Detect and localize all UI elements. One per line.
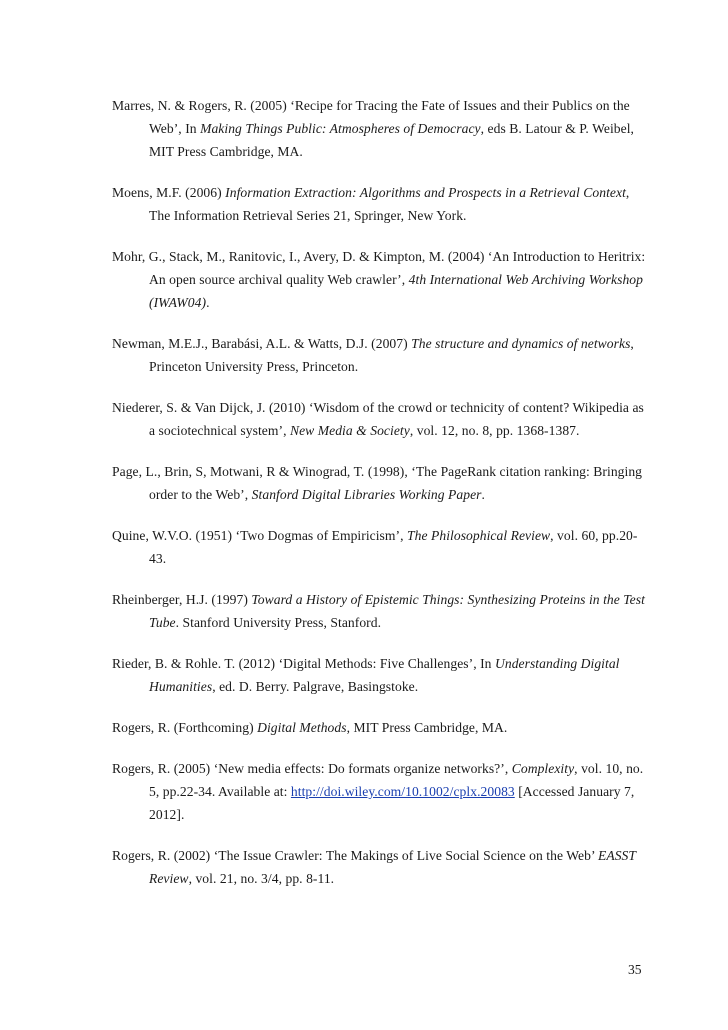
reference-text: Rieder, B. & Rohle. T. (2012) ‘Digital Methods: Five Challenges’, In bbox=[112, 656, 495, 671]
reference-entry bbox=[112, 181, 652, 227]
reference-text: , vol. 21, no. 3/4, pp. 8-11. bbox=[188, 871, 335, 886]
reference-title: Stanford Digital Libraries Working Paper bbox=[251, 487, 482, 502]
reference-title: Making Things Public: Atmospheres of Democracy bbox=[200, 121, 481, 136]
reference-title: The Philosophical Review bbox=[407, 528, 551, 543]
reference-entry bbox=[112, 524, 652, 570]
reference-entry bbox=[112, 332, 652, 378]
reference-entry bbox=[112, 588, 652, 634]
reference-title: Information Extraction: Algorithms and Prospects in a Retrieval Context bbox=[225, 185, 626, 200]
reference-text: Rogers, R. (2005) ‘New media effects: Do formats organize networks?’, bbox=[112, 761, 512, 776]
reference-entry bbox=[112, 460, 652, 506]
reference-title: Understanding Digital Humanities bbox=[149, 656, 620, 694]
reference-text: Rogers, R. (2002) ‘The Issue Crawler: The Makings of Live Social Science on the Web’ bbox=[112, 848, 598, 863]
reference-text: Page, L., Brin, S, Motwani, R & Winograd, T. (1998), ‘The PageRank citation ranking: Bringing order to the Web’, bbox=[112, 464, 643, 502]
reference-text: Rogers, R. (Forthcoming) bbox=[112, 720, 258, 735]
reference-text: Rheinberger, H.J. (1997) bbox=[112, 592, 252, 607]
reference-title: Digital Methods bbox=[257, 720, 347, 735]
reference-text: , ed. D. Berry. Palgrave, Basingstoke. bbox=[212, 679, 419, 694]
reference-title: The structure and dynamics of networks bbox=[411, 336, 631, 351]
reference-text: , MIT Press Cambridge, MA. bbox=[346, 720, 508, 735]
reference-text: , The Information Retrieval Series 21, Springer, New York. bbox=[149, 185, 630, 223]
reference-text: , eds B. Latour & P. Weibel, MIT Press Cambridge, MA. bbox=[149, 121, 634, 159]
reference-title: Toward a History of Epistemic Things: Synthesizing Proteins in the Test Tube bbox=[149, 592, 645, 630]
reference-title: 4th International Web Archiving Workshop (IWAW04) bbox=[149, 272, 643, 310]
reference-entry bbox=[112, 716, 652, 739]
reference-text: Mohr, G., Stack, M., Ranitovic, I., Avery, D. & Kimpton, M. (2004) ‘An Introduction to Heritrix: An open source archival quality Web crawler’, bbox=[112, 249, 646, 287]
reference-text: . bbox=[481, 487, 485, 502]
reference-entry bbox=[112, 652, 652, 698]
reference-text: [Accessed January 7, 2012]. bbox=[149, 784, 635, 822]
reference-title: Complexity bbox=[511, 761, 575, 776]
reference-link[interactable]: http://doi.wiley.com/10.1002/cplx.20083 bbox=[290, 784, 515, 799]
reference-text: . Stanford University Press, Stanford. bbox=[175, 615, 382, 630]
page-number: 35 bbox=[628, 962, 642, 977]
reference-text: , vol. 60, pp.20-43. bbox=[149, 528, 638, 566]
reference-text: Quine, W.V.O. (1951) ‘Two Dogmas of Empiricism’, bbox=[112, 528, 407, 543]
reference-list bbox=[112, 94, 652, 908]
reference-text: Niederer, S. & Van Dijck, J. (2010) ‘Wisdom of the crowd or technicity of content? Wikipedia as a sociotechnical system’, bbox=[112, 400, 644, 438]
reference-text: . bbox=[206, 295, 210, 310]
reference-text: Marres, N. & Rogers, R. (2005) ‘Recipe for Tracing the Fate of Issues and their Publics on the Web’, In bbox=[112, 98, 630, 136]
reference-text: Newman, M.E.J., Barabási, A.L. & Watts, D.J. (2007) bbox=[112, 336, 412, 351]
reference-title: EASST Review bbox=[149, 848, 636, 886]
reference-text: Moens, M.F. (2006) bbox=[112, 185, 226, 200]
reference-text: , Princeton University Press, Princeton. bbox=[149, 336, 634, 374]
reference-entry bbox=[112, 757, 652, 826]
reference-entry bbox=[112, 396, 652, 442]
reference-entry bbox=[112, 844, 652, 890]
reference-entry bbox=[112, 245, 652, 314]
reference-title: New Media & Society bbox=[289, 423, 410, 438]
reference-text: , vol. 12, no. 8, pp. 1368-1387. bbox=[409, 423, 580, 438]
reference-text: , vol. 10, no. 5, pp.22-34. Available at: bbox=[149, 761, 644, 799]
reference-entry bbox=[112, 94, 652, 163]
